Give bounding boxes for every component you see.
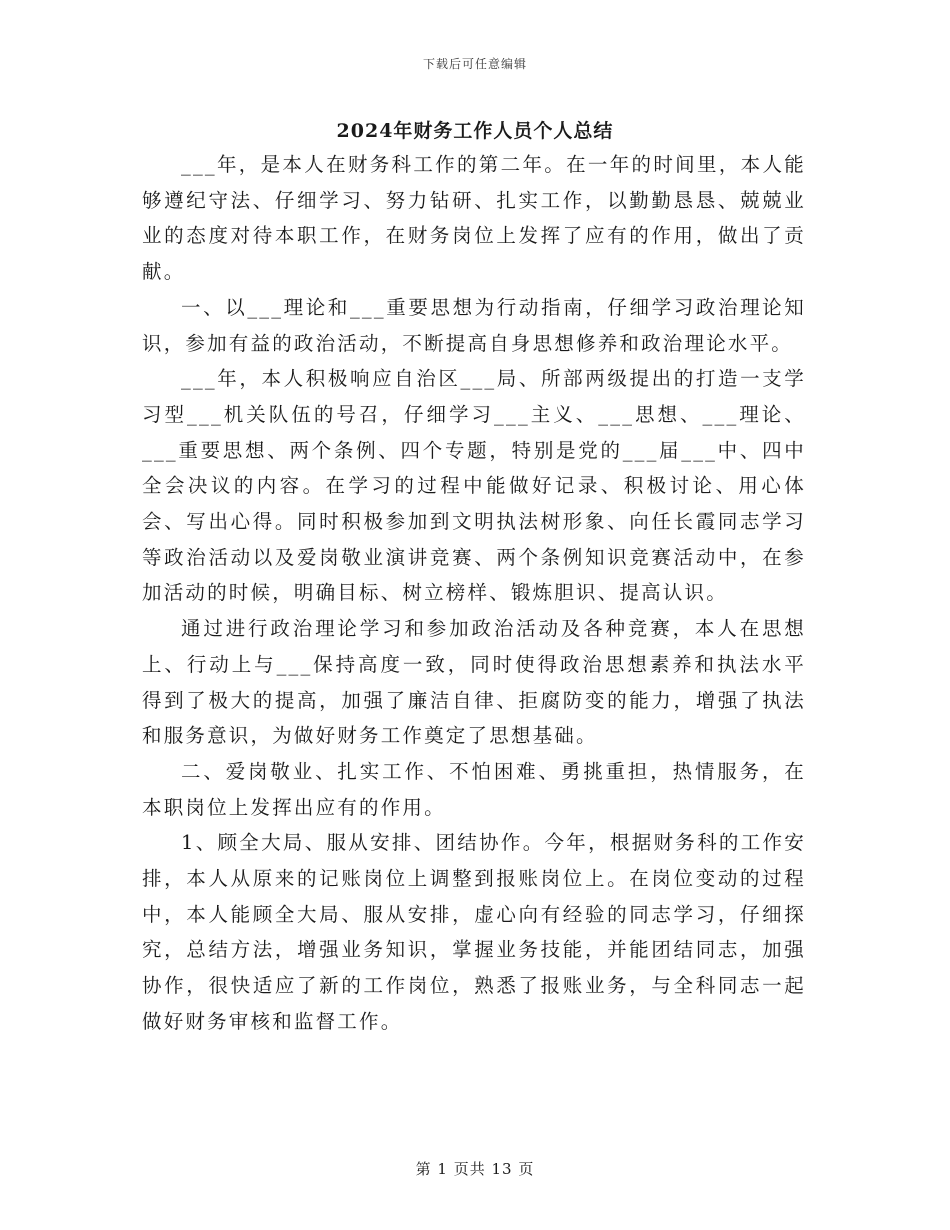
paragraph: 一、以___理论和___重要思想为行动指南，仔细学习政治理论知识，参加有益的政治活动，不断提高自身思想修养和政治理论水平。 (142, 295, 806, 355)
page-number-footer: 第 1 页共 13 页 (415, 1160, 535, 1178)
document-title: 2024年财务工作人员个人总结 (336, 120, 614, 142)
header-note: 下载后可任意编辑 (422, 57, 527, 71)
document-body (142, 147, 806, 1040)
paragraph: 通过进行政治理论学习和参加政治活动及各种竞赛，本人在思想上、行动上与___保持高度一致，同时使得政治思想素养和执法水平得到了极大的提高，加强了廉洁自律、拒腐防变的能力，增强了执法和服务意识，为做好财务工作奠定了思想基础。 (142, 617, 806, 748)
paragraph: ___年，是本人在财务科工作的第二年。在一年的时间里，本人能够遵纪守法、仔细学习、努力钻研、扎实工作，以勤勤恳恳、兢兢业业的态度对待本职工作，在财务岗位上发挥了应有的作用，做出了贡献。 (142, 153, 806, 284)
paragraph: 1、顾全大局、服从安排、团结协作。今年，根据财务科的工作安排，本人从原来的记账岗位上调整到报账岗位上。在岗位变动的过程中，本人能顾全大局、服从安排，虚心向有经验的同志学习，仔细探究，总结方法，增强业务知识，掌握业务技能，并能团结同志，加强协作，很快适应了新的工作岗位，熟悉了报账业务，与全科同志一起做好财务审核和监督工作。 (142, 831, 806, 1033)
paragraph: 二、爱岗敬业、扎实工作、不怕困难、勇挑重担，热情服务，在本职岗位上发挥出应有的作用。 (142, 759, 806, 819)
paragraph: ___年，本人积极响应自治区___局、所部两级提出的打造一支学习型___机关队伍的号召，仔细学习___主义、___思想、___理论、___重要思想、两个条例、四个专题，特别是党的___届___中、四中全会决议的内容。在学习的过程中能做好记录、积极讨论、用心体会、写出心得。同时积极参加到文明执法树形象、向任长霞同志学习等政治活动以及爱岗敬业演讲竞赛、两个条例知识竞赛活动中，在参加活动的时候，明确目标、树立榜样、锻炼胆识、提高认识。 (142, 367, 806, 605)
